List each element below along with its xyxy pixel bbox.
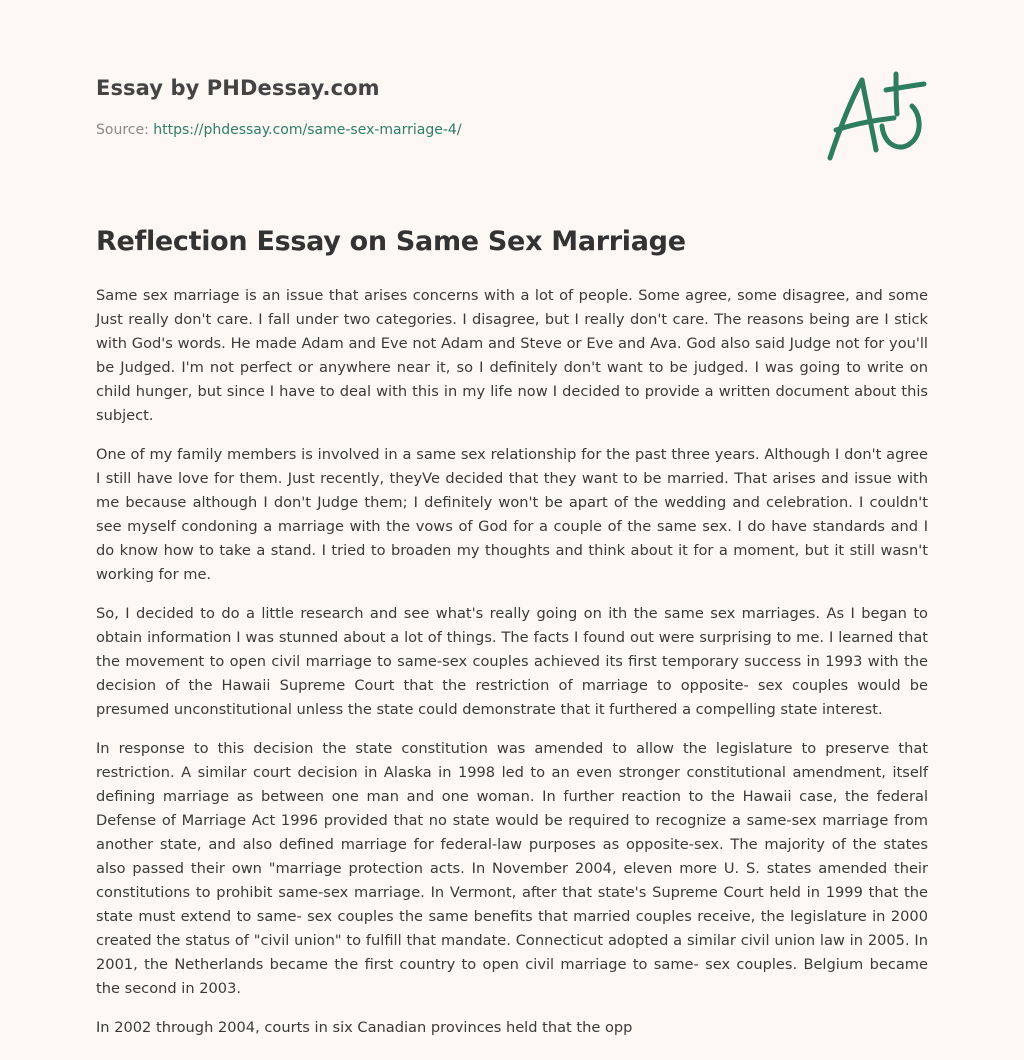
essay-paragraph: In response to this decision the state constitution was amended to allow the legislature to preserve that restriction. A similar court decision in Alaska in 1998 led to an even stronger constitutional amendment, itself defining marriage as between one man and one woman. In further reaction to the Hawaii case, the federal Defense of Marriage Act 1996 provided that no state would be required to recognize a same-sex marriage from another state, and also defined marriage for federal-law purposes as opposite-sex. The majority of the states also passed their own "marriage protection acts. In November 2004, eleven more U. S. states amended their constitutions to prohibit same-sex marriage. In Vermont, after that state's Supreme Court held in 1999 that the state must extend to same- sex couples the same benefits that married couples receive, the legislature in 2000 created the status of "civil union" to fulfill that mandate. Connecticut adopted a similar civil union law in 2005. In 2001, the Netherlands became the first country to open civil marriage to same- sex couples. Belgium became the second in 2003.: [96, 740, 928, 997]
site-title: Essay by PHDessay.com: [96, 76, 380, 100]
a-plus-grade-icon: [822, 66, 928, 164]
source-line: [96, 122, 928, 138]
source-label: Source:: [96, 122, 149, 138]
essay-paragraph: So, I decided to do a little research and see what's really going on ith the same sex marriages. As I began to obtain information I was stunned about a lot of things. The facts I found out were surprising to me. I learned that the movement to open civil marriage to same-sex couples achieved its first temporary success in 1993 with the decision of the Hawaii Supreme Court that the restriction of marriage to opposite- sex couples would be presumed unconstitutional unless the state could demonstrate that it furthered a compelling state interest.: [96, 605, 928, 718]
source-link[interactable]: https://phdessay.com/same-sex-marriage-4/: [153, 122, 462, 138]
essay-paragraph: In 2002 through 2004, courts in six Canadian provinces held that the opp: [96, 1019, 633, 1036]
essay-paragraph: Same sex marriage is an issue that arises concerns with a lot of people. Some agree, some disagree, and some Just really don't care. I fall under two categories. I disagree, but I really don't care. The reasons being are I stick with God's words. He made Adam and Eve not Adam and Steve or Eve and Ava. God also said Judge not for you'll be Judged. I'm not perfect or anywhere near it, so I definitely don't want to be judged. I was going to write on child hunger, but since I have to deal with this in my life now I decided to provide a written document about this subject.: [96, 287, 928, 424]
essay-body: [96, 284, 928, 1055]
essay-title: Reflection Essay on Same Sex Marriage: [96, 226, 686, 257]
essay-paragraph: One of my family members is involved in a same sex relationship for the past three years. Although I don't agree I still have love for them. Just recently, theyVe decided that they want to be married. That arises and issue with me because although I don't Judge them; I definitely won't be apart of the wedding and celebration. I couldn't see myself condoning a marriage with the vows of God for a couple of the same sex. I do have standards and I do know how to take a stand. I tried to broaden my thoughts and think about it for a moment, but it still wasn't working for me.: [96, 446, 928, 583]
document-header: [96, 76, 928, 138]
